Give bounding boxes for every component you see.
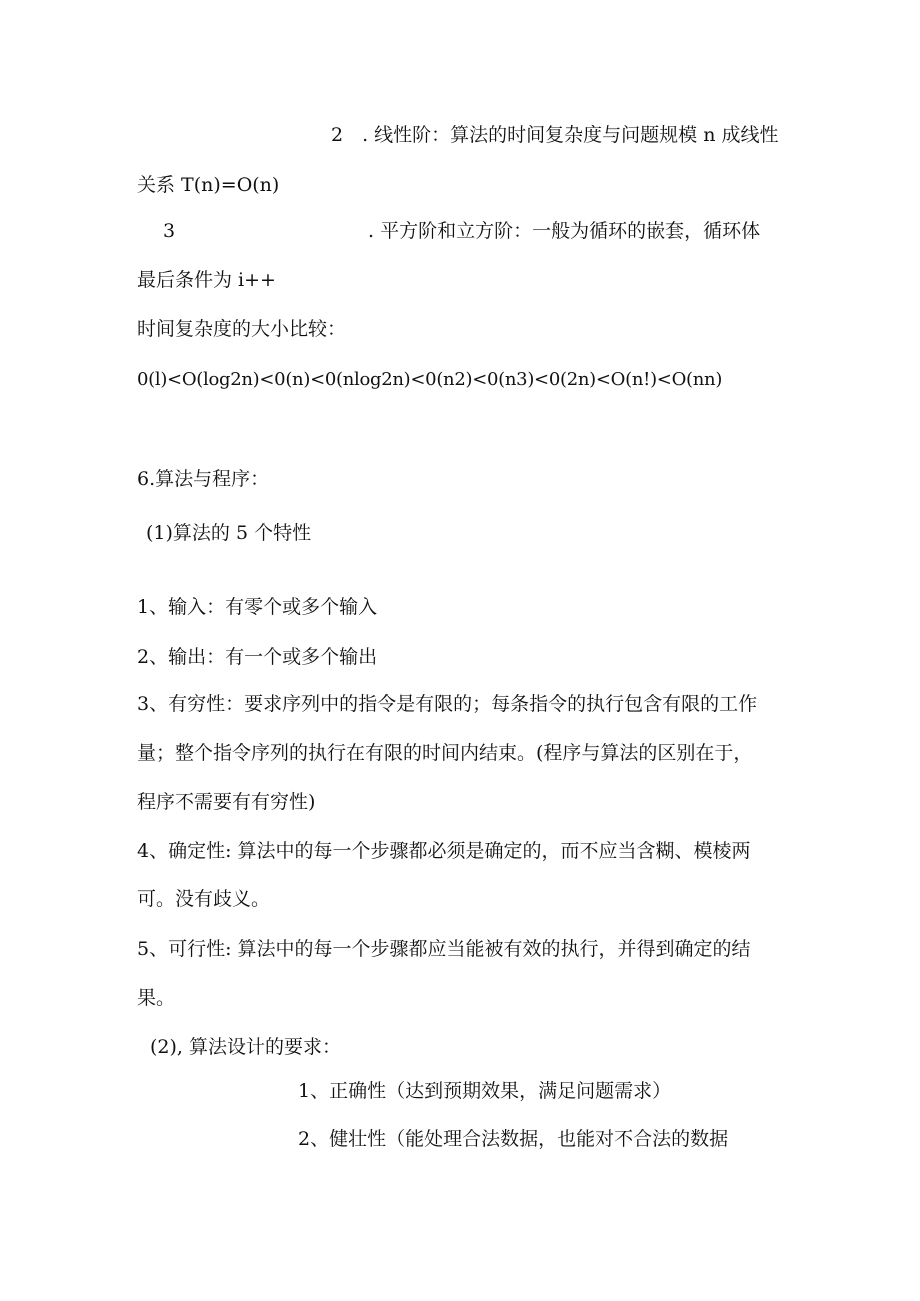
section-heading: 6.算法与程序： [137, 468, 270, 490]
list-item: 3、有穷性：要求序列中的指令是有限的；每条指令的执行包含有限的工作 [137, 693, 758, 715]
list-item: 1、正确性（达到预期效果，满足问题需求） [298, 1080, 672, 1102]
text-line: . 平方阶和立方阶：一般为循环的嵌套，循环体 [368, 220, 761, 242]
list-item: 2、输出：有一个或多个输出 [137, 646, 378, 668]
text-line: 可。没有歧义。 [137, 888, 271, 910]
subsection-heading: (1)算法的 5 个特性 [146, 522, 312, 544]
complexity-comparison: 0(l)<O(log2n)<0(n)<0(nlog2n)<0(n2)<0(n3)<0(2n)<O(n!)<O(nn) [137, 369, 723, 390]
text-line: 最后条件为 i++ [137, 269, 276, 291]
list-item: 4、确定性: 算法中的每一个步骤都必须是确定的，而不应当含糊、模棱两 [137, 840, 751, 862]
list-item: 1、输入：有零个或多个输入 [137, 596, 378, 618]
text-line: 量；整个指令序列的执行在有限的时间内结束。(程序与算法的区别在于， [137, 742, 753, 764]
text-line: 果。 [137, 987, 176, 1009]
text-line: 关系 T(n)=O(n) [137, 174, 280, 196]
text-line: 2 . 线性阶：算法的时间复杂度与问题规模 n 成线性 [331, 124, 779, 146]
list-item: 2、健壮性（能处理合法数据，也能对不合法的数据 [298, 1128, 729, 1150]
text-line: 程序不需要有有穷性) [137, 791, 316, 813]
subsection-heading: (2), 算法设计的要求： [150, 1036, 341, 1058]
text-line: 时间复杂度的大小比较： [137, 318, 347, 340]
list-item: 5、可行性: 算法中的每一个步骤都应当能被有效的执行，并得到确定的结 [137, 938, 751, 960]
text-line: 3 [163, 220, 176, 242]
